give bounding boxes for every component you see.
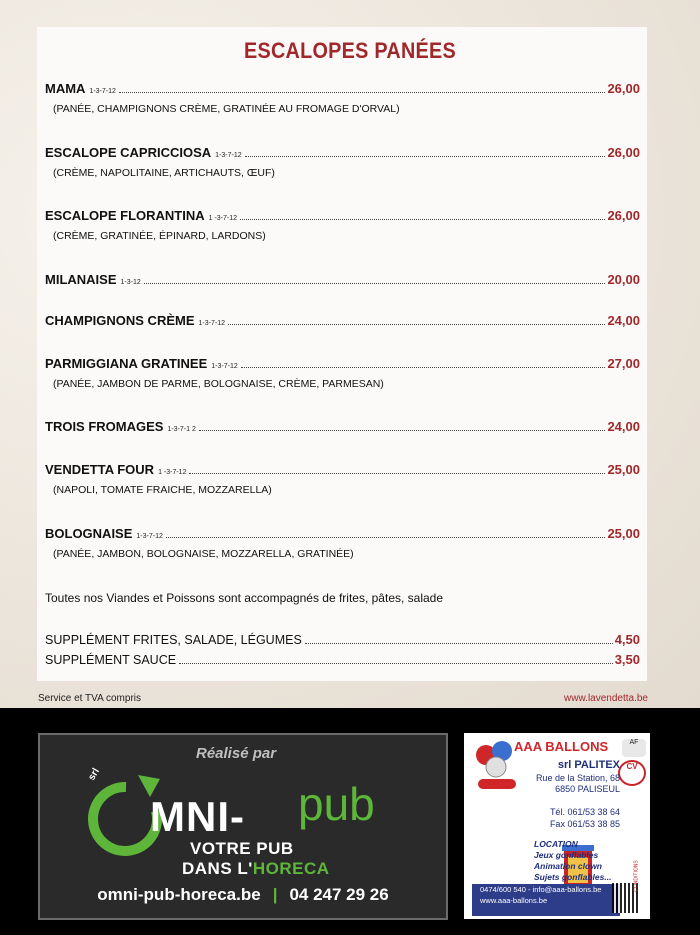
item-name: ESCALOPE FLORANTINA — [45, 208, 205, 223]
item-price: 25,00 — [607, 526, 640, 541]
item-description: (PANÉE, JAMBON, BOLOGNAISE, MOZZARELLA, GRATINÉE) — [53, 548, 354, 560]
item-price: 25,00 — [607, 462, 640, 477]
item-description: (CRÈME, GRATINÉE, ÉPINARD, LARDONS) — [53, 230, 266, 242]
supplement-item — [45, 632, 640, 650]
menu-item — [45, 419, 640, 437]
tel: Tél. 061/53 38 64 — [549, 807, 620, 817]
supplement-name: SUPPLÉMENT SAUCE — [45, 653, 177, 667]
item-name: CHAMPIGNONS CRÈME — [45, 313, 195, 328]
omni-website[interactable]: omni-pub-horeca.be — [97, 885, 261, 904]
af-badge: AF — [622, 739, 646, 757]
item-allergens: 1 -3-7-12 — [158, 469, 187, 476]
aaa-title: AAA BALLONS — [514, 739, 609, 754]
item-description: (NAPOLI, TOMATE FRAICHE, MOZZARELLA) — [53, 484, 272, 496]
menu-item — [45, 526, 640, 560]
cv-badge: CV — [618, 760, 646, 786]
item-allergens: 1-3-7-12 — [215, 152, 242, 159]
item-price: 27,00 — [607, 356, 640, 371]
item-allergens: 1-3-7-12 — [211, 363, 238, 370]
item-name: MILANAISE — [45, 272, 117, 287]
item-price: 24,00 — [607, 313, 640, 328]
item-name: MAMA — [45, 81, 86, 96]
item-allergens: 1-3-7-12 — [198, 320, 225, 327]
aaa-ballons-ad — [464, 733, 650, 919]
location-1: Jeux gonflables — [534, 850, 599, 860]
item-name: PARMIGGIANA GRATINEE — [45, 356, 208, 371]
item-allergens: 1 -3-7-12 — [208, 215, 238, 222]
item-allergens: 1-3-7-12 — [136, 533, 163, 540]
brand-pub: pub — [298, 778, 375, 830]
location-3: Sujets gonflables... — [534, 872, 612, 882]
menu-item — [45, 462, 640, 496]
conditions-label: CONDITIONS — [633, 860, 640, 892]
menu-item — [45, 208, 640, 242]
item-price: 26,00 — [607, 145, 640, 160]
supplement-name: SUPPLÉMENT FRITES, SALADE, LÉGUMES — [45, 633, 302, 647]
srl-label: srl — [86, 766, 102, 783]
omni-phone[interactable]: 04 247 29 26 — [289, 885, 389, 904]
item-price: 26,00 — [607, 208, 640, 223]
brand-omni: MNI- — [150, 793, 245, 840]
omni-contact — [40, 885, 446, 905]
menu-item — [45, 145, 640, 179]
aaa-website[interactable]: www.aaa-ballons.be — [480, 896, 548, 905]
menu-sheet — [37, 27, 647, 681]
tagline-1: VOTRE PUB — [190, 839, 294, 858]
location-2: Animation clown — [534, 861, 602, 871]
location-title: LOCATION — [534, 839, 578, 849]
item-description: (CRÈME, NAPOLITAINE, ARTICHAUTS, ŒUF) — [53, 167, 275, 179]
company-name: srl PALITEX — [557, 759, 620, 771]
item-allergens: 1-3-7-1 2 — [167, 426, 196, 433]
item-description: (PANÉE, CHAMPIGNONS CRÈME, GRATINÉE AU FROMAGE D'ORVAL) — [53, 103, 400, 115]
menu-item — [45, 356, 640, 390]
tagline-2 — [182, 859, 330, 879]
item-allergens: 1-3-7-12 — [89, 88, 116, 95]
fax: Fax 061/53 38 85 — [549, 819, 620, 829]
separator: | — [272, 885, 278, 904]
city: 6850 PALISEUL — [555, 784, 620, 794]
item-name: BOLOGNAISE — [45, 526, 133, 541]
tagline-2a: DANS L' — [182, 859, 253, 878]
item-price: 24,00 — [607, 419, 640, 434]
supplement-item — [45, 652, 640, 670]
menu-item — [45, 81, 640, 115]
menu-item — [45, 272, 640, 290]
service-note: Service et TVA compris — [38, 693, 141, 704]
supplement-price: 4,50 — [614, 632, 640, 647]
item-name: ESCALOPE CAPRICCIOSA — [45, 145, 212, 160]
section-title: ESCALOPES PANÉES — [244, 38, 456, 63]
street: Rue de la Station, 68 — [535, 773, 620, 783]
supplement-price: 3,50 — [614, 652, 640, 667]
item-allergens: 1-3-12 — [120, 279, 141, 286]
item-name: VENDETTA FOUR — [45, 462, 155, 477]
aaa-contact-bar — [472, 884, 620, 916]
item-price: 26,00 — [607, 81, 640, 96]
aaa-contact-line: 0474/600 540 - info@aaa-ballons.be — [480, 885, 602, 894]
tagline-2b: HORECA — [252, 859, 330, 878]
item-description: (PANÉE, JAMBON DE PARME, BOLOGNAISE, CRÈME, PARMESAN) — [53, 378, 384, 390]
sides-note: Toutes nos Viandes et Poissons sont accompagnés de frites, pâtes, salade — [45, 591, 444, 605]
made-by-label: Réalisé par — [196, 745, 277, 762]
website-link[interactable]: www.lavendetta.be — [564, 693, 648, 704]
omni-pub-ad — [38, 733, 448, 920]
menu-item — [45, 313, 640, 331]
item-name: TROIS FROMAGES — [45, 419, 164, 434]
item-price: 20,00 — [607, 272, 640, 287]
